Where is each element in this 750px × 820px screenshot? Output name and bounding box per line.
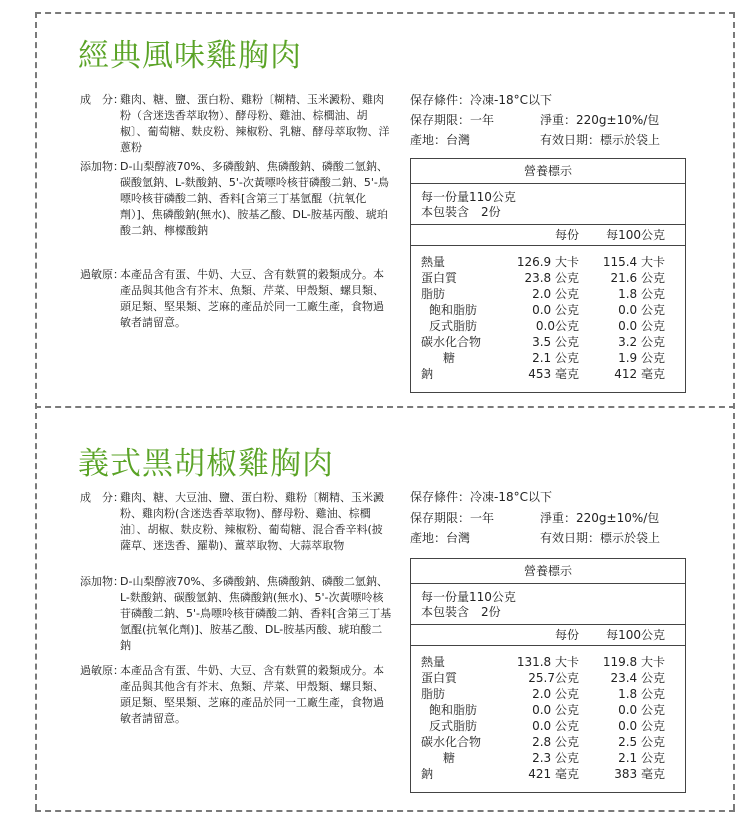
- nutrition-column-header: [411, 225, 685, 246]
- nutrient-per-serving: 2.0 公克: [532, 687, 579, 701]
- nutrition-column-header: [411, 625, 685, 646]
- product-label-classic: [0, 0, 750, 406]
- nutrition-header: 營養標示: [411, 159, 685, 184]
- nutrition-row: [411, 702, 685, 718]
- nutrition-rows: [411, 246, 685, 392]
- nutrient-label: 鈉: [421, 767, 434, 781]
- nutrient-label: 蛋白質: [421, 271, 458, 285]
- nutrient-label: 脂肪: [421, 687, 446, 701]
- nutrition-row: [411, 366, 685, 382]
- additives-text: D-山梨醇液70%、多磷酸鈉、焦磷酸鈉、磷酸二氫鈉、碳酸氫鈉、L-麩酸鈉、5'-次黃嘌呤核苷磷酸二鈉、5'-鳥嘌呤核苷磷酸二鈉、香料[含第三丁基氫醌（抗氧化劑）]、焦磷酸鈉(無水)、胺基乙酸、DL-胺基丙酸、琥珀酸二鈉、檸檬酸鈉: [120, 160, 389, 237]
- nutrition-row: [411, 334, 685, 350]
- allergen-text: 本產品含有蛋、牛奶、大豆、含有麩質的穀類成分。本產品與其他含有芥末、魚類、芹菜、甲殼類、螺貝類、頭足類、堅果類、芝麻的產品於同一工廠生產，食物過敏者請留意。: [120, 664, 384, 725]
- serving-size: 每一份量110公克: [421, 190, 516, 204]
- storage-condition: 保存條件：冷凍-18°C以下: [410, 93, 552, 107]
- serving-info: [411, 184, 685, 225]
- nutrient-per-100g: 0.0 公克: [618, 319, 665, 333]
- nutrient-label: 蛋白質: [421, 671, 458, 685]
- nutrient-label: 熱量: [421, 655, 446, 669]
- nutrition-row: [411, 750, 685, 766]
- allergen-text: 本產品含有蛋、牛奶、大豆、含有麩質的穀類成分。本產品與其他含有芥末、魚類、芹菜、甲殼類、螺貝類、頭足類、堅果類、芝麻的產品於同一工廠生產，食物過敏者請留意。: [120, 268, 384, 329]
- additives-label: 添加物：: [80, 575, 124, 588]
- nutrient-per-100g: 119.8 大卡: [602, 655, 665, 669]
- nutrient-per-100g: 2.1 公克: [618, 751, 665, 765]
- nutrient-per-100g: 115.4 大卡: [602, 255, 665, 269]
- nutrient-label: 糖: [443, 351, 456, 365]
- allergen-label: 過敏原：: [80, 268, 124, 281]
- ingredients-label: 成 分：: [80, 93, 124, 106]
- nutrition-row: [411, 302, 685, 318]
- nutrient-label: 糖: [443, 751, 456, 765]
- nutrition-table: [410, 158, 686, 393]
- nutrient-label: 碳水化合物: [421, 335, 482, 349]
- nutrient-per-serving: 0.0 公克: [532, 719, 579, 733]
- col-per-100g: 每100公克: [606, 228, 665, 242]
- ingredients-label: 成 分：: [80, 491, 124, 504]
- nutrient-per-serving: 0.0公克: [535, 319, 579, 333]
- nutrient-per-serving: 453 毫克: [528, 367, 579, 381]
- nutrition-row: [411, 318, 685, 334]
- nutrient-per-serving: 23.8 公克: [524, 271, 579, 285]
- origin: 產地：台灣: [410, 133, 471, 147]
- nutrient-label: 反式脂肪: [429, 719, 478, 733]
- nutrition-rows: [411, 646, 685, 792]
- nutrient-label: 熱量: [421, 255, 446, 269]
- nutrient-per-serving: 2.3 公克: [532, 751, 579, 765]
- nutrient-label: 飽和脂肪: [429, 703, 478, 717]
- serving-info: [411, 584, 685, 625]
- nutrient-per-100g: 1.8 公克: [618, 287, 665, 301]
- nutrition-row: [411, 734, 685, 750]
- nutrition-row: [411, 670, 685, 686]
- product-label-black-pepper: [0, 406, 750, 810]
- nutrient-per-serving: 0.0 公克: [532, 303, 579, 317]
- nutrition-row: [411, 350, 685, 366]
- nutrient-per-serving: 0.0 公克: [532, 703, 579, 717]
- frame-bottom-border: [35, 810, 735, 812]
- additives-text: D-山梨醇液70%、多磷酸鈉、焦磷酸鈉、磷酸二氫鈉、L-麩酸鈉、碳酸氫鈉、焦磷酸鈉(無水)、5'-次黃嘌呤核苷磷酸二鈉、5'-鳥嘌呤核苷磷酸二鈉、香料[含第三丁基氫醌(抗氧化劑)]、胺基乙酸、DL-胺基丙酸、琥珀酸二鈉: [120, 575, 392, 652]
- nutrient-label: 鈉: [421, 367, 434, 381]
- nutrient-label: 反式脂肪: [429, 319, 478, 333]
- product-title: 義式黑胡椒雞胸肉: [78, 446, 334, 482]
- nutrient-per-100g: 383 毫克: [614, 767, 665, 781]
- nutrition-header: 營養標示: [411, 559, 685, 584]
- storage-condition: 保存條件：冷凍-18°C以下: [410, 490, 552, 504]
- nutrient-per-100g: 2.5 公克: [618, 735, 665, 749]
- nutrient-per-100g: 412 毫克: [614, 367, 665, 381]
- nutrient-per-100g: 21.6 公克: [610, 271, 665, 285]
- allergen-label: 過敏原：: [80, 664, 124, 677]
- nutrient-per-serving: 421 毫克: [528, 767, 579, 781]
- nutrition-row: [411, 686, 685, 702]
- shelf-life: 保存期限：一年: [410, 511, 495, 525]
- additives-label: 添加物：: [80, 160, 124, 173]
- ingredients-text: 雞肉、糖、鹽、蛋白粉、雞粉〔糊精、玉米澱粉、雞肉粉（含迷迭香萃取物）、酵母粉、雞油、棕櫚油、胡椒〕、葡萄糖、麩皮粉、辣椒粉、乳糖、酵母萃取物、洋蔥粉: [120, 93, 390, 154]
- net-weight: 淨重：220g±10%/包: [540, 511, 660, 525]
- origin: 產地：台灣: [410, 531, 471, 545]
- nutrition-table: [410, 558, 686, 793]
- nutrient-per-serving: 131.8 大卡: [516, 655, 579, 669]
- nutrient-label: 脂肪: [421, 287, 446, 301]
- col-per-serving: 每份: [554, 628, 579, 642]
- nutrition-row: [411, 654, 685, 670]
- nutrient-per-serving: 2.1 公克: [532, 351, 579, 365]
- col-per-100g: 每100公克: [606, 628, 665, 642]
- nutrition-row: [411, 286, 685, 302]
- nutrient-per-serving: 2.8 公克: [532, 735, 579, 749]
- nutrient-per-100g: 0.0 公克: [618, 719, 665, 733]
- servings-per-package: 本包裝含 2份: [421, 205, 501, 219]
- servings-per-package: 本包裝含 2份: [421, 605, 501, 619]
- net-weight: 淨重：220g±10%/包: [540, 113, 660, 127]
- nutrient-per-serving: 2.0 公克: [532, 287, 579, 301]
- shelf-life: 保存期限：一年: [410, 113, 495, 127]
- product-title: 經典風味雞胸肉: [78, 38, 302, 74]
- nutrition-row: [411, 718, 685, 734]
- col-per-serving: 每份: [554, 228, 579, 242]
- serving-size: 每一份量110公克: [421, 590, 516, 604]
- nutrient-per-100g: 1.8 公克: [618, 687, 665, 701]
- nutrient-per-serving: 3.5 公克: [532, 335, 579, 349]
- nutrition-row: [411, 766, 685, 782]
- nutrient-per-serving: 25.7公克: [528, 671, 579, 685]
- nutrient-label: 碳水化合物: [421, 735, 482, 749]
- ingredients-text: 雞肉、糖、大豆油、鹽、蛋白粉、雞粉〔糊精、玉米澱粉、雞肉粉(含迷迭香萃取物)、酵母粉、雞油、棕櫚油〕、胡椒、麩皮粉、辣椒粉、葡萄糖、混合香辛料(披薩草、迷迭香、羅勒)、薑萃取物、大蒜萃取物: [120, 491, 384, 552]
- nutrient-per-100g: 1.9 公克: [618, 351, 665, 365]
- nutrient-per-serving: 126.9 大卡: [516, 255, 579, 269]
- nutrient-per-100g: 0.0 公克: [618, 703, 665, 717]
- expiry-date: 有效日期：標示於袋上: [540, 133, 661, 147]
- nutrition-row: [411, 270, 685, 286]
- nutrient-per-100g: 3.2 公克: [618, 335, 665, 349]
- nutrition-row: [411, 254, 685, 270]
- expiry-date: 有效日期：標示於袋上: [540, 531, 661, 545]
- nutrient-per-100g: 0.0 公克: [618, 303, 665, 317]
- nutrient-label: 飽和脂肪: [429, 303, 478, 317]
- nutrient-per-100g: 23.4 公克: [610, 671, 665, 685]
